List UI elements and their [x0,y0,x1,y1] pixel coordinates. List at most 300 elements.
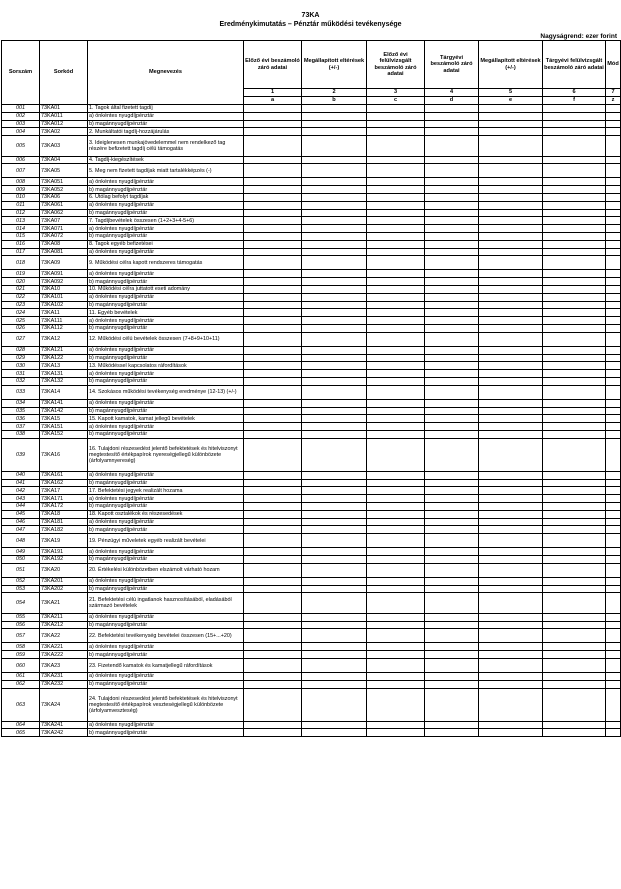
value-cell-col2[interactable] [302,194,367,202]
value-cell-col7[interactable] [606,378,621,386]
value-cell-col4[interactable] [425,643,479,651]
value-cell-col6[interactable] [543,577,606,585]
value-cell-col4[interactable] [425,332,479,346]
value-cell-col2[interactable] [302,399,367,407]
value-cell-col3[interactable] [367,256,425,270]
value-cell-col7[interactable] [606,526,621,534]
value-cell-col3[interactable] [367,385,425,399]
value-cell-col2[interactable] [302,156,367,164]
value-cell-col7[interactable] [606,194,621,202]
value-cell-col1[interactable] [244,431,302,439]
value-cell-col4[interactable] [425,225,479,233]
value-cell-col7[interactable] [606,643,621,651]
value-cell-col5[interactable] [479,164,543,178]
value-cell-col3[interactable] [367,209,425,217]
value-cell-col6[interactable] [543,286,606,294]
value-cell-col2[interactable] [302,370,367,378]
value-cell-col2[interactable] [302,495,367,503]
value-cell-col5[interactable] [479,378,543,386]
value-cell-col3[interactable] [367,629,425,643]
value-cell-col6[interactable] [543,423,606,431]
value-cell-col5[interactable] [479,346,543,354]
value-cell-col4[interactable] [425,651,479,659]
value-cell-col4[interactable] [425,729,479,737]
value-cell-col4[interactable] [425,423,479,431]
value-cell-col3[interactable] [367,621,425,629]
value-cell-col7[interactable] [606,332,621,346]
value-cell-col6[interactable] [543,613,606,621]
value-cell-col5[interactable] [479,112,543,120]
value-cell-col7[interactable] [606,233,621,241]
value-cell-col2[interactable] [302,621,367,629]
value-cell-col6[interactable] [543,270,606,278]
value-cell-col2[interactable] [302,673,367,681]
value-cell-col5[interactable] [479,526,543,534]
value-cell-col4[interactable] [425,471,479,479]
value-cell-col4[interactable] [425,577,479,585]
value-cell-col1[interactable] [244,178,302,186]
value-cell-col6[interactable] [543,651,606,659]
value-cell-col3[interactable] [367,105,425,113]
value-cell-col5[interactable] [479,534,543,548]
value-cell-col3[interactable] [367,487,425,495]
value-cell-col3[interactable] [367,721,425,729]
value-cell-col5[interactable] [479,293,543,301]
value-cell-col6[interactable] [543,178,606,186]
value-cell-col4[interactable] [425,688,479,721]
value-cell-col6[interactable] [543,471,606,479]
value-cell-col2[interactable] [302,680,367,688]
value-cell-col6[interactable] [543,293,606,301]
value-cell-col7[interactable] [606,438,621,471]
value-cell-col5[interactable] [479,729,543,737]
value-cell-col1[interactable] [244,370,302,378]
value-cell-col3[interactable] [367,555,425,563]
value-cell-col5[interactable] [479,510,543,518]
value-cell-col6[interactable] [543,240,606,248]
value-cell-col1[interactable] [244,613,302,621]
value-cell-col3[interactable] [367,613,425,621]
value-cell-col5[interactable] [479,431,543,439]
value-cell-col1[interactable] [244,659,302,673]
value-cell-col3[interactable] [367,563,425,577]
value-cell-col3[interactable] [367,248,425,256]
value-cell-col2[interactable] [302,534,367,548]
value-cell-col7[interactable] [606,555,621,563]
value-cell-col6[interactable] [543,431,606,439]
value-cell-col5[interactable] [479,471,543,479]
value-cell-col5[interactable] [479,178,543,186]
value-cell-col7[interactable] [606,217,621,225]
value-cell-col6[interactable] [543,729,606,737]
value-cell-col6[interactable] [543,534,606,548]
value-cell-col1[interactable] [244,399,302,407]
value-cell-col5[interactable] [479,415,543,423]
value-cell-col3[interactable] [367,225,425,233]
value-cell-col4[interactable] [425,270,479,278]
value-cell-col5[interactable] [479,385,543,399]
value-cell-col6[interactable] [543,317,606,325]
value-cell-col2[interactable] [302,286,367,294]
value-cell-col4[interactable] [425,510,479,518]
value-cell-col6[interactable] [543,301,606,309]
value-cell-col7[interactable] [606,621,621,629]
value-cell-col4[interactable] [425,209,479,217]
value-cell-col6[interactable] [543,362,606,370]
value-cell-col2[interactable] [302,240,367,248]
value-cell-col1[interactable] [244,346,302,354]
value-cell-col3[interactable] [367,233,425,241]
value-cell-col6[interactable] [543,479,606,487]
value-cell-col7[interactable] [606,362,621,370]
value-cell-col5[interactable] [479,563,543,577]
value-cell-col6[interactable] [543,120,606,128]
value-cell-col5[interactable] [479,688,543,721]
value-cell-col7[interactable] [606,156,621,164]
value-cell-col1[interactable] [244,555,302,563]
value-cell-col3[interactable] [367,399,425,407]
value-cell-col3[interactable] [367,120,425,128]
value-cell-col1[interactable] [244,563,302,577]
value-cell-col7[interactable] [606,225,621,233]
value-cell-col1[interactable] [244,278,302,286]
value-cell-col3[interactable] [367,471,425,479]
value-cell-col2[interactable] [302,577,367,585]
value-cell-col6[interactable] [543,233,606,241]
value-cell-col6[interactable] [543,518,606,526]
value-cell-col2[interactable] [302,186,367,194]
value-cell-col6[interactable] [543,332,606,346]
value-cell-col2[interactable] [302,112,367,120]
value-cell-col7[interactable] [606,729,621,737]
value-cell-col3[interactable] [367,729,425,737]
value-cell-col1[interactable] [244,502,302,510]
value-cell-col4[interactable] [425,105,479,113]
value-cell-col2[interactable] [302,346,367,354]
value-cell-col6[interactable] [543,629,606,643]
value-cell-col2[interactable] [302,354,367,362]
value-cell-col1[interactable] [244,309,302,317]
value-cell-col7[interactable] [606,415,621,423]
value-cell-col2[interactable] [302,278,367,286]
value-cell-col4[interactable] [425,438,479,471]
value-cell-col6[interactable] [543,209,606,217]
value-cell-col4[interactable] [425,201,479,209]
value-cell-col5[interactable] [479,136,543,157]
value-cell-col6[interactable] [543,673,606,681]
value-cell-col1[interactable] [244,479,302,487]
value-cell-col7[interactable] [606,577,621,585]
value-cell-col4[interactable] [425,217,479,225]
value-cell-col4[interactable] [425,534,479,548]
value-cell-col2[interactable] [302,415,367,423]
value-cell-col2[interactable] [302,209,367,217]
value-cell-col4[interactable] [425,248,479,256]
value-cell-col2[interactable] [302,164,367,178]
value-cell-col7[interactable] [606,178,621,186]
value-cell-col7[interactable] [606,164,621,178]
value-cell-col1[interactable] [244,415,302,423]
value-cell-col2[interactable] [302,431,367,439]
value-cell-col4[interactable] [425,673,479,681]
value-cell-col6[interactable] [543,407,606,415]
value-cell-col7[interactable] [606,256,621,270]
value-cell-col2[interactable] [302,120,367,128]
value-cell-col6[interactable] [543,721,606,729]
value-cell-col5[interactable] [479,120,543,128]
value-cell-col7[interactable] [606,293,621,301]
value-cell-col5[interactable] [479,301,543,309]
value-cell-col4[interactable] [425,613,479,621]
value-cell-col3[interactable] [367,577,425,585]
value-cell-col7[interactable] [606,270,621,278]
value-cell-col6[interactable] [543,487,606,495]
value-cell-col7[interactable] [606,286,621,294]
value-cell-col7[interactable] [606,186,621,194]
value-cell-col1[interactable] [244,325,302,333]
value-cell-col7[interactable] [606,309,621,317]
value-cell-col3[interactable] [367,201,425,209]
value-cell-col2[interactable] [302,502,367,510]
value-cell-col5[interactable] [479,399,543,407]
value-cell-col2[interactable] [302,248,367,256]
value-cell-col4[interactable] [425,431,479,439]
value-cell-col1[interactable] [244,548,302,556]
value-cell-col4[interactable] [425,593,479,614]
value-cell-col1[interactable] [244,471,302,479]
value-cell-col2[interactable] [302,526,367,534]
value-cell-col5[interactable] [479,407,543,415]
value-cell-col5[interactable] [479,270,543,278]
value-cell-col6[interactable] [543,201,606,209]
value-cell-col7[interactable] [606,407,621,415]
value-cell-col5[interactable] [479,613,543,621]
value-cell-col5[interactable] [479,502,543,510]
value-cell-col5[interactable] [479,423,543,431]
value-cell-col7[interactable] [606,201,621,209]
value-cell-col7[interactable] [606,510,621,518]
value-cell-col2[interactable] [302,270,367,278]
value-cell-col1[interactable] [244,593,302,614]
value-cell-col7[interactable] [606,399,621,407]
value-cell-col4[interactable] [425,370,479,378]
value-cell-col5[interactable] [479,673,543,681]
value-cell-col1[interactable] [244,487,302,495]
value-cell-col3[interactable] [367,332,425,346]
value-cell-col6[interactable] [543,217,606,225]
value-cell-col3[interactable] [367,651,425,659]
value-cell-col1[interactable] [244,354,302,362]
value-cell-col7[interactable] [606,105,621,113]
value-cell-col3[interactable] [367,370,425,378]
value-cell-col7[interactable] [606,563,621,577]
value-cell-col2[interactable] [302,471,367,479]
value-cell-col7[interactable] [606,629,621,643]
value-cell-col5[interactable] [479,593,543,614]
value-cell-col6[interactable] [543,438,606,471]
value-cell-col2[interactable] [302,555,367,563]
value-cell-col4[interactable] [425,186,479,194]
value-cell-col2[interactable] [302,548,367,556]
value-cell-col3[interactable] [367,378,425,386]
value-cell-col1[interactable] [244,526,302,534]
value-cell-col6[interactable] [543,680,606,688]
value-cell-col6[interactable] [543,502,606,510]
value-cell-col1[interactable] [244,217,302,225]
value-cell-col6[interactable] [543,325,606,333]
value-cell-col6[interactable] [543,309,606,317]
value-cell-col6[interactable] [543,659,606,673]
value-cell-col5[interactable] [479,225,543,233]
value-cell-col2[interactable] [302,651,367,659]
value-cell-col4[interactable] [425,136,479,157]
value-cell-col5[interactable] [479,651,543,659]
value-cell-col6[interactable] [543,112,606,120]
value-cell-col3[interactable] [367,164,425,178]
value-cell-col7[interactable] [606,301,621,309]
value-cell-col6[interactable] [543,585,606,593]
value-cell-col1[interactable] [244,256,302,270]
value-cell-col1[interactable] [244,240,302,248]
value-cell-col2[interactable] [302,479,367,487]
value-cell-col3[interactable] [367,510,425,518]
value-cell-col2[interactable] [302,729,367,737]
value-cell-col5[interactable] [479,256,543,270]
value-cell-col5[interactable] [479,194,543,202]
value-cell-col5[interactable] [479,233,543,241]
value-cell-col3[interactable] [367,136,425,157]
value-cell-col1[interactable] [244,438,302,471]
value-cell-col4[interactable] [425,278,479,286]
value-cell-col1[interactable] [244,577,302,585]
value-cell-col2[interactable] [302,721,367,729]
value-cell-col4[interactable] [425,156,479,164]
value-cell-col2[interactable] [302,643,367,651]
value-cell-col2[interactable] [302,487,367,495]
value-cell-col7[interactable] [606,136,621,157]
value-cell-col4[interactable] [425,128,479,136]
value-cell-col2[interactable] [302,325,367,333]
value-cell-col3[interactable] [367,585,425,593]
value-cell-col3[interactable] [367,362,425,370]
value-cell-col4[interactable] [425,415,479,423]
value-cell-col5[interactable] [479,128,543,136]
value-cell-col5[interactable] [479,487,543,495]
value-cell-col5[interactable] [479,643,543,651]
value-cell-col5[interactable] [479,332,543,346]
value-cell-col2[interactable] [302,362,367,370]
value-cell-col6[interactable] [543,164,606,178]
value-cell-col1[interactable] [244,156,302,164]
value-cell-col6[interactable] [543,128,606,136]
value-cell-col5[interactable] [479,362,543,370]
value-cell-col4[interactable] [425,555,479,563]
value-cell-col6[interactable] [543,278,606,286]
value-cell-col1[interactable] [244,201,302,209]
value-cell-col1[interactable] [244,233,302,241]
value-cell-col7[interactable] [606,495,621,503]
value-cell-col4[interactable] [425,385,479,399]
value-cell-col2[interactable] [302,423,367,431]
value-cell-col5[interactable] [479,548,543,556]
value-cell-col3[interactable] [367,526,425,534]
value-cell-col7[interactable] [606,479,621,487]
value-cell-col4[interactable] [425,721,479,729]
value-cell-col5[interactable] [479,370,543,378]
value-cell-col7[interactable] [606,209,621,217]
value-cell-col2[interactable] [302,659,367,673]
value-cell-col2[interactable] [302,385,367,399]
value-cell-col1[interactable] [244,301,302,309]
value-cell-col6[interactable] [543,354,606,362]
value-cell-col4[interactable] [425,233,479,241]
value-cell-col4[interactable] [425,378,479,386]
value-cell-col4[interactable] [425,286,479,294]
value-cell-col2[interactable] [302,585,367,593]
value-cell-col3[interactable] [367,431,425,439]
value-cell-col5[interactable] [479,186,543,194]
value-cell-col1[interactable] [244,209,302,217]
value-cell-col1[interactable] [244,680,302,688]
value-cell-col2[interactable] [302,309,367,317]
value-cell-col1[interactable] [244,112,302,120]
value-cell-col2[interactable] [302,293,367,301]
value-cell-col4[interactable] [425,354,479,362]
value-cell-col3[interactable] [367,548,425,556]
value-cell-col4[interactable] [425,325,479,333]
value-cell-col3[interactable] [367,178,425,186]
value-cell-col5[interactable] [479,438,543,471]
value-cell-col5[interactable] [479,105,543,113]
value-cell-col5[interactable] [479,680,543,688]
value-cell-col7[interactable] [606,325,621,333]
value-cell-col1[interactable] [244,286,302,294]
value-cell-col6[interactable] [543,256,606,270]
value-cell-col7[interactable] [606,317,621,325]
value-cell-col7[interactable] [606,688,621,721]
value-cell-col6[interactable] [543,688,606,721]
value-cell-col7[interactable] [606,487,621,495]
value-cell-col1[interactable] [244,651,302,659]
value-cell-col3[interactable] [367,438,425,471]
value-cell-col2[interactable] [302,233,367,241]
value-cell-col2[interactable] [302,136,367,157]
value-cell-col4[interactable] [425,563,479,577]
value-cell-col6[interactable] [543,548,606,556]
value-cell-col2[interactable] [302,438,367,471]
value-cell-col1[interactable] [244,534,302,548]
value-cell-col1[interactable] [244,688,302,721]
value-cell-col7[interactable] [606,593,621,614]
value-cell-col3[interactable] [367,317,425,325]
value-cell-col7[interactable] [606,502,621,510]
value-cell-col1[interactable] [244,407,302,415]
value-cell-col5[interactable] [479,495,543,503]
value-cell-col1[interactable] [244,164,302,178]
value-cell-col3[interactable] [367,128,425,136]
value-cell-col7[interactable] [606,423,621,431]
value-cell-col3[interactable] [367,325,425,333]
value-cell-col7[interactable] [606,385,621,399]
value-cell-col6[interactable] [543,378,606,386]
value-cell-col4[interactable] [425,301,479,309]
value-cell-col3[interactable] [367,301,425,309]
value-cell-col4[interactable] [425,194,479,202]
value-cell-col4[interactable] [425,164,479,178]
value-cell-col4[interactable] [425,680,479,688]
value-cell-col5[interactable] [479,240,543,248]
value-cell-col1[interactable] [244,673,302,681]
